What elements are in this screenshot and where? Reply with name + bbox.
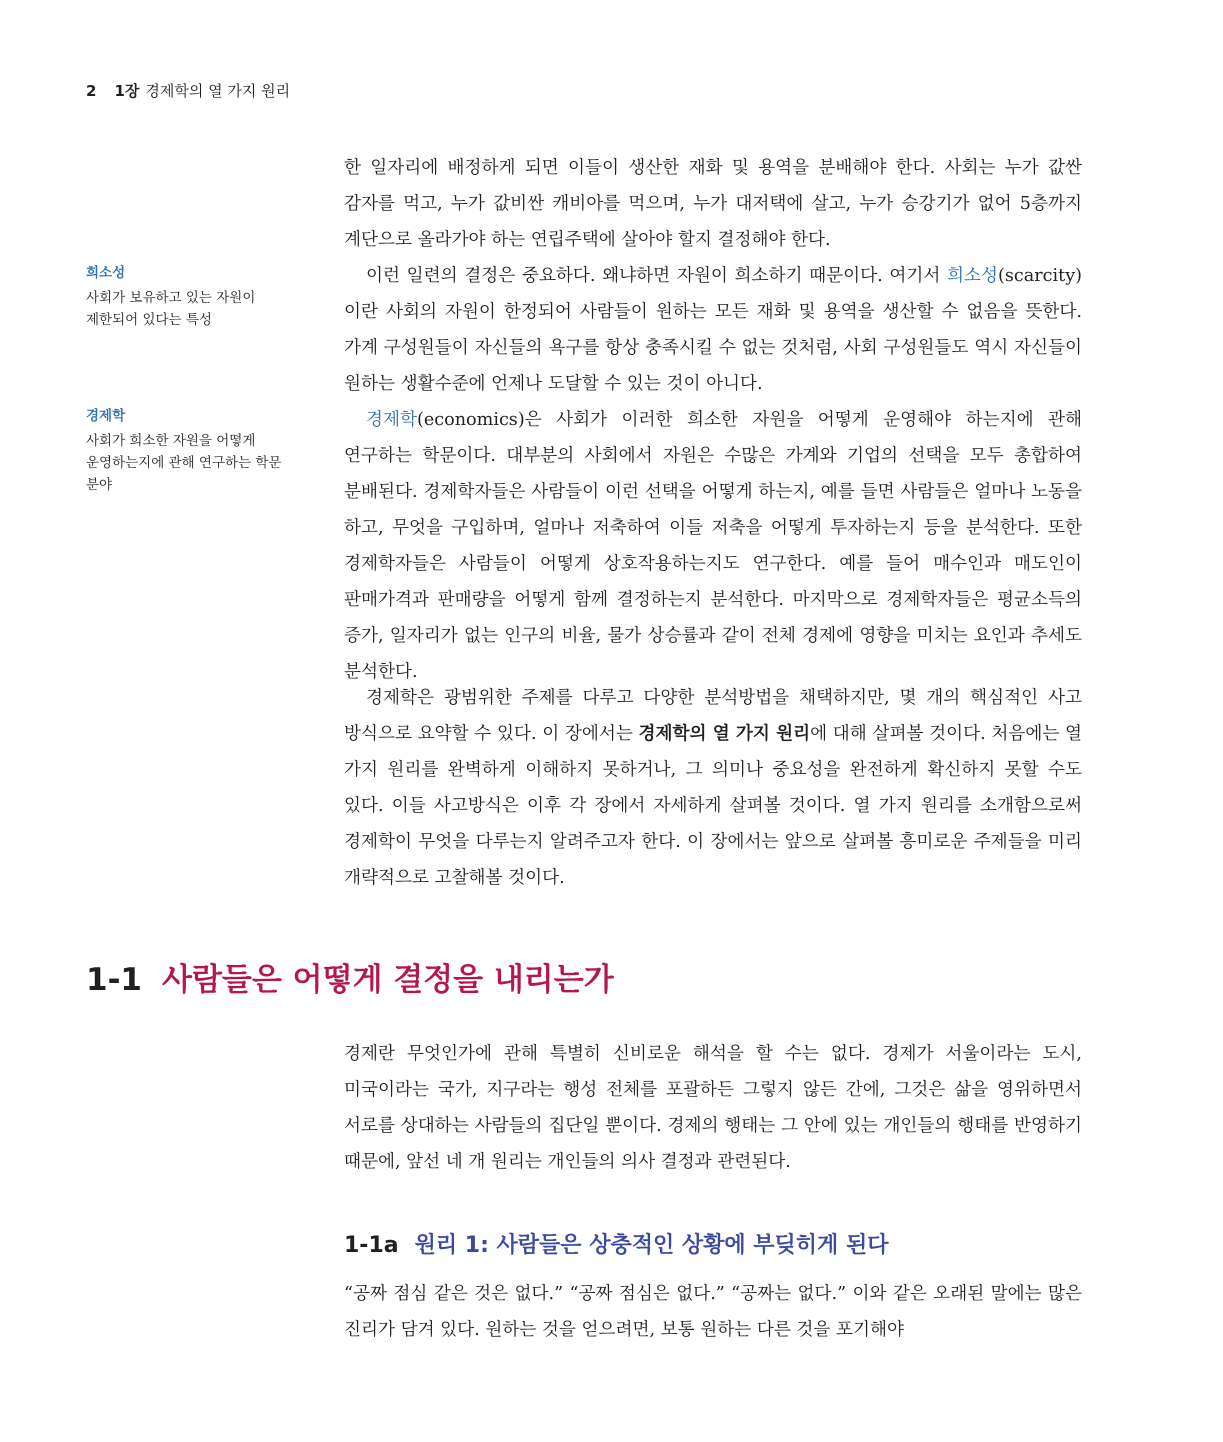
glossary-term: 경제학	[86, 408, 126, 424]
paragraph-4	[344, 680, 1082, 896]
subsection-number: 1-1a	[344, 1233, 399, 1258]
glossary-entry-economics	[86, 405, 311, 496]
running-header	[86, 80, 290, 101]
section-heading	[86, 954, 614, 999]
section-title: 사람들은 어떻게 결정을 내리는가	[162, 962, 614, 998]
paragraph-4-text-a: 경제학은 광범위한 주제를 다루고 다양한 분석방법을 채택하지만, 몇 개의 핵심적인 사고 방식으로 요약할 수 있다. 이 장에서는	[344, 688, 1082, 744]
subsection-paragraph: “공짜 점심 같은 것은 없다.” “공짜 점심은 없다.” “공짜는 없다.” 이와 같은 오래된 말에는 많은 진리가 담겨 있다. 원하는 것을 얻으려면, 보통 원하는 다른 것을 포기해야	[344, 1284, 1082, 1340]
chapter-title: 경제학의 열 가지 원리	[145, 82, 291, 100]
section-number: 1-1	[86, 962, 143, 998]
paragraph-4-text-b: 에 대해 살펴볼 것이다. 처음에는 열 가지 원리를 완벽하게 이해하지 못하거나, 그 의미나 중요성을 완전하게 확신하지 못할 수도 있다. 이들 사고방식은 이후 각 장에서 자세하게 살펴볼 것이다. 열 가지 원리를 소개함으로써 경제학이 무엇을 다루는지 알려주고자 한다. 이 장에서는 앞으로 살펴볼 흥미로운 주제들을 미리 개략적으로 고찰해볼 것이다.	[344, 724, 1082, 888]
chapter-label: 1장	[114, 82, 140, 100]
ten-principles-phrase: 경제학의 열 가지 원리	[638, 724, 811, 744]
section-paragraph: 경제란 무엇인가에 관해 특별히 신비로운 해석을 할 수는 없다. 경제가 서울이라는 도시, 미국이라는 국가, 지구라는 행성 전체를 포괄하든 그렇지 않든 간에, 그것은 삶을 영위하면서 서로를 상대하는 사람들의 집단일 뿐이다. 경제의 행태는 그 안에 있는 개인들의 행태를 반영하기 때문에, 앞선 네 개 원리는 개인들의 의사 결정과 관련된다.	[344, 1044, 1082, 1172]
paragraph-3-text: (economics)은 사회가 이러한 희소한 자원을 어떻게 운영해야 하는지에 관해 연구하는 학문이다. 대부분의 사회에서 자원은 수많은 가계와 기업의 선택을 모두 총합하여 분배된다. 경제학자들은 사람들이 이런 선택을 어떻게 하는지, 예를 들면 사람들은 얼마나 노동을 하고, 무엇을 구입하며, 얼마나 저축하여 이들 저축을 어떻게 투자하는지 등을 분석한다. 또한 경제학자들은 사람들이 어떻게 상호작용하는지도 연구한다. 예를 들어 매수인과 매도인이 판매가격과 판매량을 어떻게 함께 결정하는지 분석한다. 마지막으로 경제학자들은 평균소득의 증가, 일자리가 없는 인구의 비율, 물가 상승률과 같이 전체 경제에 영향을 미치는 요인과 추세도 분석한다.	[344, 410, 1082, 682]
glossary-term: 희소성	[86, 265, 126, 281]
glossary-definition: 사회가 보유하고 있는 자원이 제한되어 있다는 특성	[86, 290, 256, 328]
subsection-heading	[344, 1228, 888, 1259]
paragraph-2-text-a: 이런 일련의 결정은 중요하다. 왜냐하면 자원이 희소하기 때문이다. 여기서	[366, 266, 947, 286]
paragraph-3	[344, 402, 1082, 690]
glossary-definition: 사회가 희소한 자원을 어떻게 운영하는지에 관해 연구하는 학문 분야	[86, 433, 282, 493]
key-term-economics: 경제학	[366, 410, 417, 430]
paragraph-2	[344, 258, 1082, 402]
glossary-entry-scarcity	[86, 262, 311, 331]
page-number: 2	[86, 82, 97, 100]
key-term-scarcity: 희소성	[947, 266, 998, 286]
subsection-title: 원리 1: 사람들은 상충적인 상황에 부딪히게 된다	[414, 1233, 889, 1258]
paragraph-1: 한 일자리에 배정하게 되면 이들이 생산한 재화 및 용역을 분배해야 한다. 사회는 누가 값싼 감자를 먹고, 누가 값비싼 캐비아를 먹으며, 누가 대저택에 살고, 누가 승강기가 없어 5층까지 계단으로 올라가야 하는 연립주택에 살아야 할지 결정해야 한다.	[344, 158, 1082, 250]
paragraph-2-text-b: (scarcity)이란 사회의 자원이 한정되어 사람들이 원하는 모든 재화 및 용역을 생산할 수 없음을 뜻한다. 가계 구성원들이 자신들의 욕구를 항상 충족시킬 수 없는 것처럼, 사회 구성원들도 역시 자신들이 원하는 생활수준에 언제나 도달할 수 있는 것이 아니다.	[344, 266, 1082, 394]
